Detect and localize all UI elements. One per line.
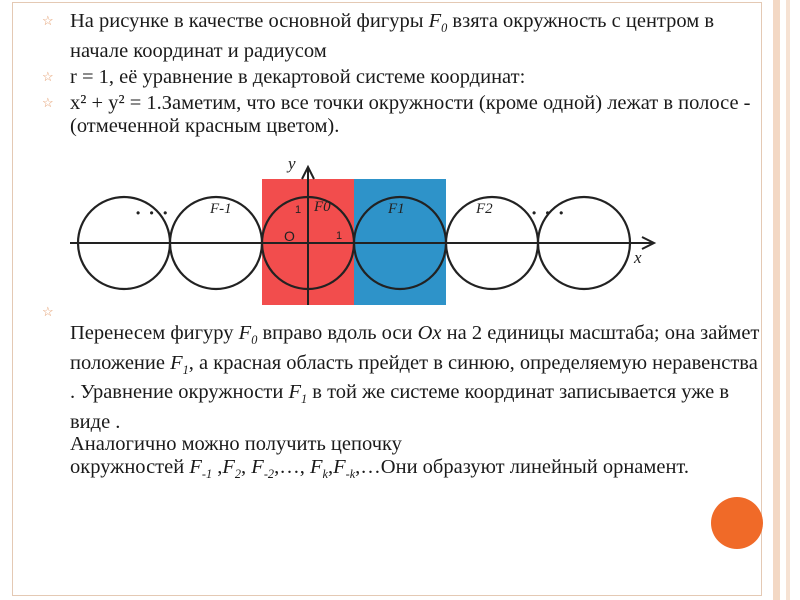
bullet-text: r = 1, её уравнение в декартовой системе координат:	[70, 66, 526, 89]
label-f2: F2	[476, 201, 493, 217]
figure-subscript: 1	[300, 392, 308, 407]
figure-symbol: F	[222, 455, 235, 478]
bullet-text: взята окружность с центром в начале координат и радиусом	[70, 10, 715, 63]
bullet-icon: ☆	[42, 69, 54, 85]
bullet-icon: ☆	[42, 304, 54, 319]
figure-symbol: F	[309, 455, 323, 478]
figure-subscript: -1	[201, 466, 213, 481]
para-text-run: вправо вдоль оси	[257, 322, 418, 344]
bullet-list	[42, 10, 754, 141]
bullet-item-2	[42, 66, 754, 89]
ellipsis-left: • • •	[136, 206, 171, 220]
bullet-icon: ☆	[42, 13, 54, 28]
figure-symbol: F	[189, 455, 202, 478]
tick-label: 1	[336, 230, 343, 242]
para-text-run: в той же системе координат записывается уже в виде .	[70, 381, 730, 433]
figure-symbol: F	[428, 10, 442, 32]
para-text-run: окружностей	[70, 455, 190, 478]
bullet-item-1	[42, 10, 754, 63]
figure-subscript: -2	[263, 466, 275, 481]
figure-symbol: F	[251, 455, 264, 478]
label-f1: F1	[388, 201, 405, 217]
figure-subscript: -k	[345, 466, 356, 481]
para-text-run: на 2 единицы масштаба; она займет положение	[70, 322, 760, 374]
figure-symbol: F	[288, 381, 301, 404]
label-f0: F0	[314, 199, 331, 215]
decorative-stripe-thin	[786, 0, 790, 600]
figure-subscript: 0	[441, 21, 448, 36]
tick-label: 1	[295, 204, 302, 216]
figure-symbol: F	[238, 322, 252, 344]
x-axis-label: x	[634, 248, 642, 267]
para-text-run: Перенесем фигуру	[70, 322, 239, 344]
bullet-text: x² + y² = 1.Заметим, что все точки окружности (кроме одной) лежат в полосе - (отмеченной красным цветом).	[70, 92, 751, 138]
figure-subscript: k	[322, 466, 328, 481]
y-axis-label: y	[288, 154, 296, 173]
decorative-orange-circle	[711, 497, 763, 549]
paragraph-text: Перенесем фигуру $F_0$ вправо вдоль оси Ox на 2 единицы масштаба; она займет положение $F_1$, а красная область прейдет в синюю, определяемую неравенства . Уравнение окружности $F_1$ в той же системе координат записывается уже в виде . Аналогично можно получить цепочку окружностей $F_{-1}$ $,F_2$, $F_{-2},\dots$, $F_k,F_{-k},\dots Они$ образуют линейный орнамент.	[70, 322, 760, 481]
bullet-icon: ☆	[42, 95, 54, 111]
decorative-stripe	[773, 0, 780, 600]
para-text-run: …Они образуют линейный орнамент.	[360, 455, 689, 478]
ellipsis-right: • • •	[532, 206, 567, 220]
para-text-run: Аналогично можно получить цепочку	[70, 433, 402, 456]
bullet-item-3	[42, 92, 754, 138]
para-text-run: , а красная область прейдет в синюю, определяемую неравенства . Уравнение окружности	[70, 351, 758, 404]
circle-ornament-figure	[62, 147, 664, 305]
axis-name: Ox	[417, 322, 442, 344]
label-f-minus-1: F-1	[210, 201, 232, 217]
bullet-text: На рисунке в качестве основной фигуры	[70, 10, 429, 32]
figure-symbol: F	[170, 351, 183, 374]
figure-symbol: F	[333, 455, 346, 478]
figure-subscript: 2	[234, 466, 242, 481]
figure-subscript: 1	[182, 362, 189, 377]
origin-label: O	[284, 228, 295, 244]
figure-subscript: 0	[251, 333, 258, 348]
